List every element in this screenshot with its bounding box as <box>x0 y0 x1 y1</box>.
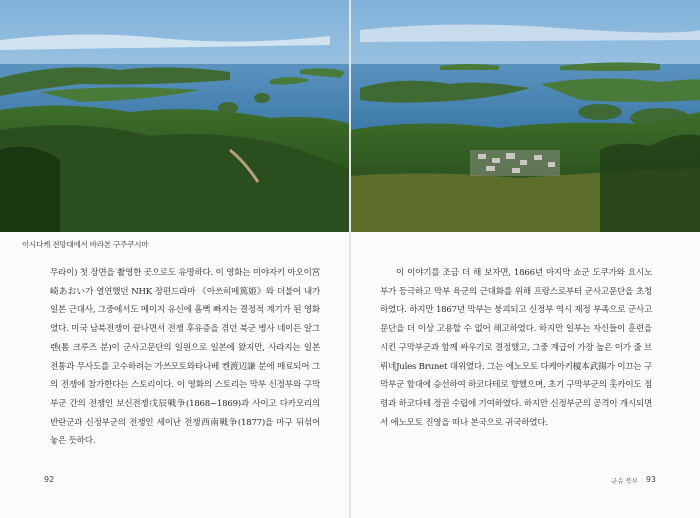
running-head: 규슈 북부 <box>610 477 638 485</box>
book-gutter <box>349 0 351 518</box>
paragraph-text: 이 이야기를 조금 더 해 보자면, 1866년 마지막 쇼군 도쿠가와 요시노부가 등극하고 막부 육군의 근대화를 위해 프랑스로부터 군사고문단을 초청하였다. 하지만 1867년 막부는 붕괴되고 신정부 역시 재정 부족으로 군사고문단을 더 이상 고용할 수 없어 해고하였다. 하지만 일부는 자신들이 훈련을 시킨 구막부군과 함께 싸우기로 결정했고, 그중 계급이 가장 높은 이가 줄 브뤼네Jules Brunet 대위였다. 그는 에노모토 다케아키榎本武揚가 이끄는 구막부군 함대에 승선하여 하코다테로 향했으며, 초기 구막부군의 홋카이도 점령과 하코다테 정권 수립에 기여하였다. 하지만 신정부군의 공격이 개시되면서 에노모토 진영을 떠나 본국으로 귀국하였다. <box>380 268 652 428</box>
page-number-right: 93 <box>645 475 656 484</box>
page-number-left: 92 <box>44 475 55 484</box>
left-page-text <box>50 264 320 451</box>
right-page-text <box>380 264 652 432</box>
paragraph <box>380 264 652 432</box>
paragraph: 무라이) 첫 장면을 촬영한 곳으로도 유명하다. 이 영화는 미야자키 아오이宮崎あおい가 열연했던 NHK 장편드라마 《아쓰히메篤姫》와 더불어 내가 일본 근대사, 그중에서도 메이지 유신에 흠뻑 빠지는 결정적 계기가 된 영화였다. 미국 남북전쟁이 끝나면서 전쟁 후유증을 겪던 북군 병사 네이든 알그렌(톰 크루즈 분)이 군사고문단의 일원으로 일본에 왔지만, 사라지는 일본 전통과 무사도를 고수하려는 가쓰모토와타나베 켄渡辺謙 분에 매료되어 그의 전쟁에 참가한다는 스토리이다. 이 영화의 스토리는 막부 신정부와 구막부군 간의 전쟁인 보신전쟁戊辰戦争(1868~1869)과 사이고 다카모리의 반란군과 신정부군의 전쟁인 세이난 전쟁西南戦争(1877)을 마구 뒤섞어 놓은 듯하다. <box>50 268 320 447</box>
photo-caption: 이시다케 전망대에서 바라본 구주쿠시마 <box>22 240 149 249</box>
